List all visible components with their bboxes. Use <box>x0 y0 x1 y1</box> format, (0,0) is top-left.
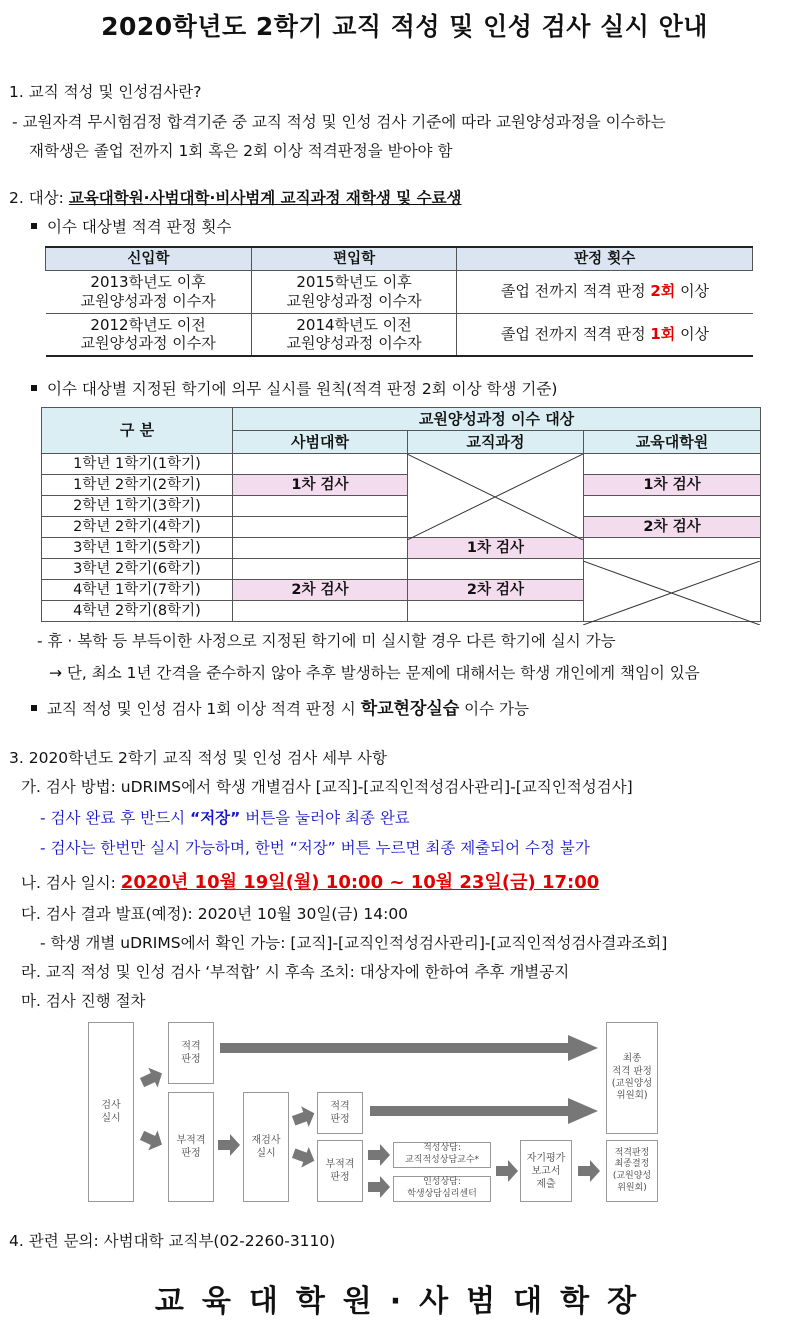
semester-label: 3학년 1학기(5학기) <box>42 538 233 559</box>
table-cell <box>457 313 753 356</box>
bullet-item <box>31 215 231 237</box>
table-cell <box>233 517 408 538</box>
table-header-cell: 교직과정 <box>408 431 584 454</box>
bullet-icon <box>31 385 37 391</box>
bullet-icon <box>31 705 37 711</box>
section3-heading: 3. 2020학년도 2학기 교직 적성 및 인성 검사 세부 사항 <box>9 749 387 767</box>
semester-label: 4학년 1학기(7학기) <box>42 580 233 601</box>
table-header-cell: 사범대학 <box>233 431 408 454</box>
table-header-cell: 신입학 <box>46 247 252 270</box>
bullet-text: 이수 대상별 지정된 학기에 의무 실시를 원칙(적격 판정 2회 이상 학생 기준) <box>47 380 558 398</box>
semester-label: 2학년 2학기(4학기) <box>42 517 233 538</box>
exam-period: 2020년 10월 19일(월) 10:00 ~ 10월 23일(금) 17:00 <box>120 872 600 893</box>
bullet-text: 이수 대상별 적격 판정 횟수 <box>47 218 232 236</box>
table-row <box>42 496 761 517</box>
section2-heading <box>9 186 462 208</box>
cell-text: 이상 <box>675 324 710 343</box>
bullet-text: 이수 가능 <box>459 700 529 718</box>
table-cell-crossed <box>408 454 584 538</box>
detail-line: 다. 검사 결과 발표(예정): 2020년 10월 30일(금) 14:00 <box>21 905 409 923</box>
cell-line: 2012학년도 이전 <box>90 315 206 334</box>
table-row <box>42 517 761 538</box>
test-cell: 1차 검사 <box>233 475 408 496</box>
flow-self-report: 자기평가 보고서 제출 <box>520 1140 572 1202</box>
table-cell-crossed <box>584 559 761 622</box>
schedule-table <box>41 407 761 622</box>
contact-line: 4. 관련 문의: 사범대학 교직부(02-2260-3110) <box>9 1232 336 1250</box>
section1-line2: 재학생은 졸업 전까지 1회 혹은 2회 이상 적격판정을 받아야 함 <box>29 142 453 160</box>
test-cell: 1차 검사 <box>584 475 761 496</box>
test-cell: 2차 검사 <box>584 517 761 538</box>
section2-heading-prefix: 2. 대상: <box>9 189 69 207</box>
flow-pass1: 적격 판정 <box>168 1022 214 1084</box>
table-cell <box>233 538 408 559</box>
table-header-row <box>42 408 761 431</box>
table-row <box>42 559 761 580</box>
count-highlight: 2회 <box>650 282 676 301</box>
cell-line: 교원양성과정 이수자 <box>80 334 216 353</box>
table-header-cell: 교육대학원 <box>584 431 761 454</box>
save-emphasis: “저장” <box>190 809 241 827</box>
table-cell <box>233 601 408 622</box>
bullet-text: 교직 적성 및 인성 검사 1회 이상 적격 판정 시 <box>47 700 361 718</box>
cell-line: 교원양성과정 이수자 <box>286 334 422 353</box>
table-header-cell: 편입학 <box>251 247 457 270</box>
cell-line: 교원양성과정 이수자 <box>286 291 422 310</box>
section1-heading: 1. 교직 적성 및 인성검사란? <box>9 83 202 101</box>
cell-line: 2014학년도 이전 <box>296 315 412 334</box>
flow-counsel-personality: 인성상담: 학생상담심리센터 <box>393 1176 491 1202</box>
table-cell <box>251 270 457 313</box>
note-line: - 휴 · 복학 등 부득이한 사정으로 지정된 학기에 미 실시할 경우 다른 학기에 실시 가능 <box>37 632 616 650</box>
signature-footer: 교육대학원·사범대학장 <box>154 1284 655 1319</box>
table-header-cell: 판정 횟수 <box>457 247 753 270</box>
table-row <box>42 454 761 475</box>
table-cell <box>233 454 408 475</box>
semester-label: 4학년 2학기(8학기) <box>42 601 233 622</box>
warning-line: - 검사는 한번만 실시 가능하며, 한번 “저장” 버튼 누르면 최종 제출되어 수정 불가 <box>40 839 590 857</box>
section2-target: 교육대학원·사범대학·비사범계 교직과정 재학생 및 수료생 <box>68 189 462 207</box>
table-header-row <box>46 247 753 270</box>
table-row <box>46 313 753 356</box>
flow-fail2: 부적격 판정 <box>317 1140 363 1202</box>
table-cell <box>46 270 252 313</box>
table-cell <box>584 496 761 517</box>
section1-line1: - 교원자격 무시험검정 합격기준 중 교직 적성 및 인성 검사 기준에 따라 교원양성과정을 이수하는 <box>12 113 666 131</box>
table-cell <box>408 559 584 580</box>
table-row <box>42 475 761 496</box>
flow-final-pass: 최종 적격 판정 (교원양성 위원회) <box>606 1022 658 1134</box>
table-corner-cell: 구 분 <box>42 408 233 454</box>
practicum-highlight: 학교현장실습 <box>360 699 460 719</box>
test-cell: 1차 검사 <box>408 538 584 559</box>
flow-exam: 검사 실시 <box>88 1022 134 1202</box>
cell-line: 교원양성과정 이수자 <box>80 291 216 310</box>
judgment-count-table <box>45 246 753 357</box>
table-cell <box>46 313 252 356</box>
detail-line: 라. 교직 적성 및 인성 검사 ‘부적합’ 시 후속 조치: 대상자에 한하여 추후 개별공지 <box>21 963 570 981</box>
semester-label: 1학년 2학기(2학기) <box>42 475 233 496</box>
flow-pass2: 적격 판정 <box>317 1092 363 1134</box>
cell-text: 졸업 전까지 적격 판정 <box>500 324 651 343</box>
cell-text: 졸업 전까지 적격 판정 <box>500 282 651 301</box>
warning-line <box>40 806 410 828</box>
cell-line: 2013학년도 이후 <box>90 272 206 291</box>
cell-text: 이상 <box>675 282 710 301</box>
schedule-label: 나. 검사 일시: <box>21 874 121 892</box>
table-group-header: 교원양성과정 이수 대상 <box>233 408 761 431</box>
warning-text: 버튼을 눌러야 최종 완료 <box>240 809 410 827</box>
table-cell <box>233 496 408 517</box>
semester-label: 1학년 1학기(1학기) <box>42 454 233 475</box>
table-cell <box>457 270 753 313</box>
cell-line: 2015학년도 이후 <box>296 272 412 291</box>
table-row <box>42 538 761 559</box>
note-line: → 단, 최소 1년 간격을 준수하지 않아 추후 발생하는 문제에 대해서는 학생 개인에게 책임이 있음 <box>49 664 700 682</box>
page-title: 2020학년도 2학기 교직 적성 및 인성 검사 실시 안내 <box>101 12 708 41</box>
semester-label: 2학년 1학기(3학기) <box>42 496 233 517</box>
warning-text: - 검사 완료 후 반드시 <box>40 809 191 827</box>
detail-line: 마. 검사 진행 절차 <box>21 992 146 1010</box>
test-cell: 2차 검사 <box>408 580 584 601</box>
schedule-line <box>21 868 599 894</box>
bullet-item <box>31 377 557 399</box>
bullet-icon <box>31 223 37 229</box>
count-highlight: 1회 <box>650 324 676 343</box>
flow-counsel-aptitude: 적성상담: 교직적성상담교수* <box>393 1142 491 1168</box>
semester-label: 3학년 2학기(6학기) <box>42 559 233 580</box>
bullet-item <box>31 694 529 719</box>
table-cell <box>584 454 761 475</box>
flow-reexam: 재검사 실시 <box>243 1092 289 1202</box>
detail-line: - 학생 개별 uDRIMS에서 확인 가능: [교직]-[교직인적성검사관리]-[교직인적성검사결과조회] <box>40 934 668 952</box>
table-cell <box>251 313 457 356</box>
test-cell: 2차 검사 <box>233 580 408 601</box>
flow-fail1: 부적격 판정 <box>168 1092 214 1202</box>
detail-line: 가. 검사 방법: uDRIMS에서 학생 개별검사 [교직]-[교직인적성검사관리]-[교직인적성검사] <box>21 778 633 796</box>
table-cell <box>584 538 761 559</box>
table-cell <box>233 559 408 580</box>
table-row <box>46 270 753 313</box>
table-cell <box>408 601 584 622</box>
flow-final-decision: 적격판정 최종결정 (교원양성 위원회) <box>606 1140 658 1202</box>
